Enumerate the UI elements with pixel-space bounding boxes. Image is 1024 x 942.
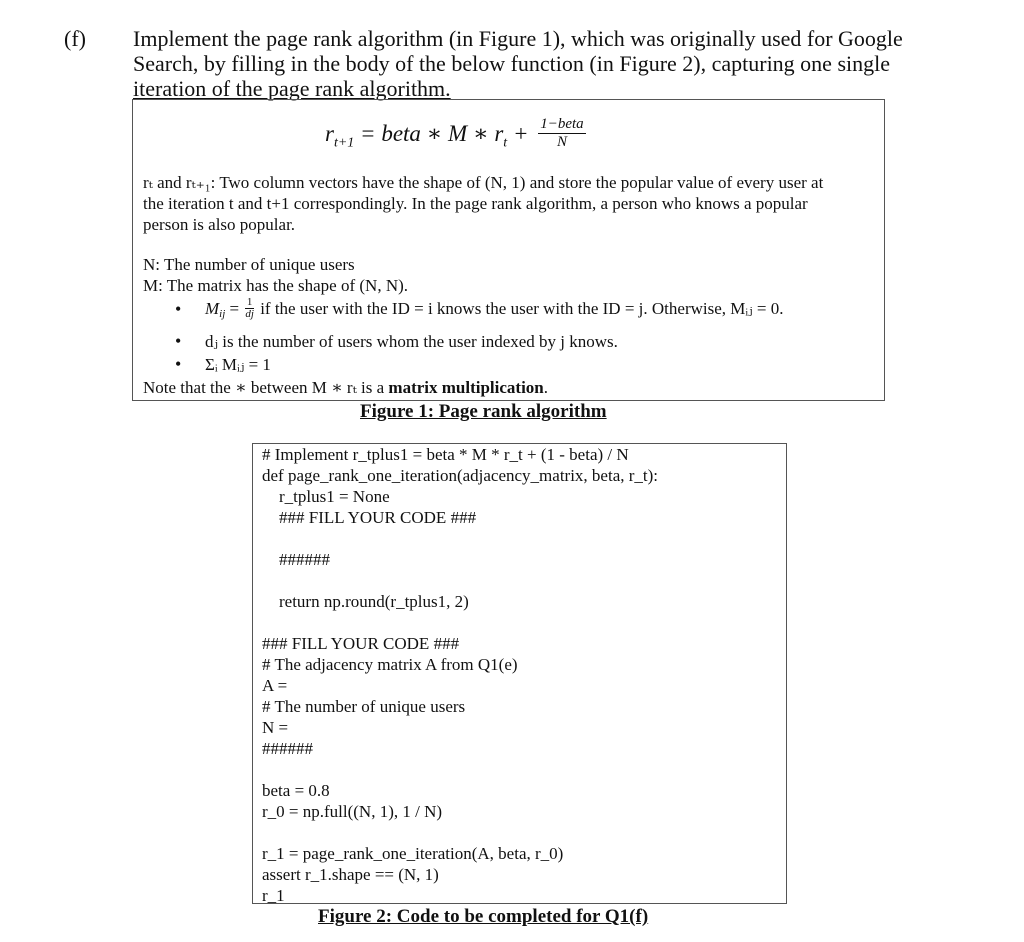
bullet1-prefix-sub: ij	[219, 308, 226, 320]
code-line: def page_rank_one_iteration(adjacency_matrix, beta, r_t):	[262, 466, 659, 485]
code-line	[262, 759, 658, 780]
code-line: beta = 0.8	[262, 781, 330, 800]
bullet-icon: •	[175, 331, 182, 351]
figure1-box	[132, 99, 885, 401]
bullet1-text: if the user with the ID = i knows the user with the ID = j. Otherwise, Mᵢⱼ = 0.	[255, 299, 784, 318]
question-line-2: Search, by filling in the body of the below function (in Figure 2), capturing one single	[133, 51, 891, 76]
code-line: ######	[262, 550, 330, 569]
note-bold: matrix multiplication	[388, 378, 544, 397]
description-paragraph	[143, 172, 878, 235]
figure1-caption: Figure 1: Page rank algorithm	[360, 401, 607, 422]
code-line: r_1 = page_rank_one_iteration(A, beta, r_0)	[262, 844, 564, 863]
note-prefix: Note that the ∗ between M ∗ rₜ is a	[143, 378, 389, 397]
code-line: return np.round(r_tplus1, 2)	[262, 592, 469, 611]
bullet-2: dⱼ is the number of users whom the user indexed by j knows.	[205, 332, 618, 351]
frac-denominator: N	[556, 134, 567, 150]
bullet1-frac-den: dj	[245, 307, 254, 320]
code-line: # The number of unique users	[262, 697, 466, 716]
code-line	[262, 528, 658, 549]
formula-lhs-sub: t+1	[333, 135, 355, 151]
code-line: assert r_1.shape == (N, 1)	[262, 865, 439, 884]
question-line-3: iteration of the page rank algorithm.	[133, 76, 451, 101]
bullet-3: Σᵢ Mᵢⱼ = 1	[205, 355, 271, 374]
code-block	[262, 444, 658, 906]
question-text	[133, 26, 923, 101]
code-line: r_1	[262, 886, 285, 905]
desc-line-2: the iteration t and t+1 correspondingly. In the page rank algorithm, a person who knows a popular	[143, 194, 808, 213]
figure2-caption: Figure 2: Code to be completed for Q1(f)	[318, 906, 649, 927]
frac-numerator: 1−beta	[540, 116, 584, 132]
note-line	[143, 377, 548, 398]
code-line	[262, 822, 658, 843]
code-line: # The adjacency matrix A from Q1(e)	[262, 655, 518, 674]
code-line: ### FILL YOUR CODE ###	[262, 634, 460, 653]
code-line: ######	[262, 739, 313, 758]
desc-line-1: rₜ and rₜ₊₁: Two column vectors have the shape of (N, 1) and store the popular value of every user at	[143, 173, 824, 192]
code-line: N =	[262, 718, 289, 737]
formula-plus: +	[507, 120, 535, 146]
code-line: A =	[262, 676, 288, 695]
code-line: ### FILL YOUR CODE ###	[262, 508, 477, 527]
bullet1-prefix: M	[205, 299, 220, 318]
desc-line-3: person is also popular.	[143, 215, 296, 234]
m-definition: M: The matrix has the shape of (N, N).	[143, 276, 409, 295]
figure2-code-box	[252, 443, 787, 904]
n-definition: N: The number of unique users	[143, 255, 355, 274]
bullet1-fraction	[245, 297, 254, 320]
question-label: (f)	[64, 26, 86, 51]
pagerank-formula	[325, 118, 586, 153]
bullet-icon: •	[175, 299, 182, 319]
formula-lhs: r	[325, 120, 334, 146]
question-line-1: Implement the page rank algorithm (in Figure 1), which was originally used for Google	[133, 26, 903, 51]
code-line: # Implement r_tplus1 = beta * M * r_t + (1 - beta) / N	[262, 445, 629, 464]
code-line: r_0 = np.full((N, 1), 1 / N)	[262, 802, 443, 821]
bullet1-frac-num: 1	[246, 295, 253, 308]
bullet-icon: •	[175, 354, 182, 374]
code-line: r_tplus1 = None	[262, 487, 390, 506]
formula-eq: = beta ∗ M ∗ r	[354, 120, 504, 146]
bullet-1	[205, 295, 784, 325]
formula-fraction	[538, 116, 585, 151]
code-line	[262, 570, 658, 591]
formula-r-sub: t	[503, 135, 508, 151]
note-suffix: .	[543, 378, 549, 397]
bullet1-eq: =	[225, 299, 244, 318]
code-line	[262, 612, 658, 633]
